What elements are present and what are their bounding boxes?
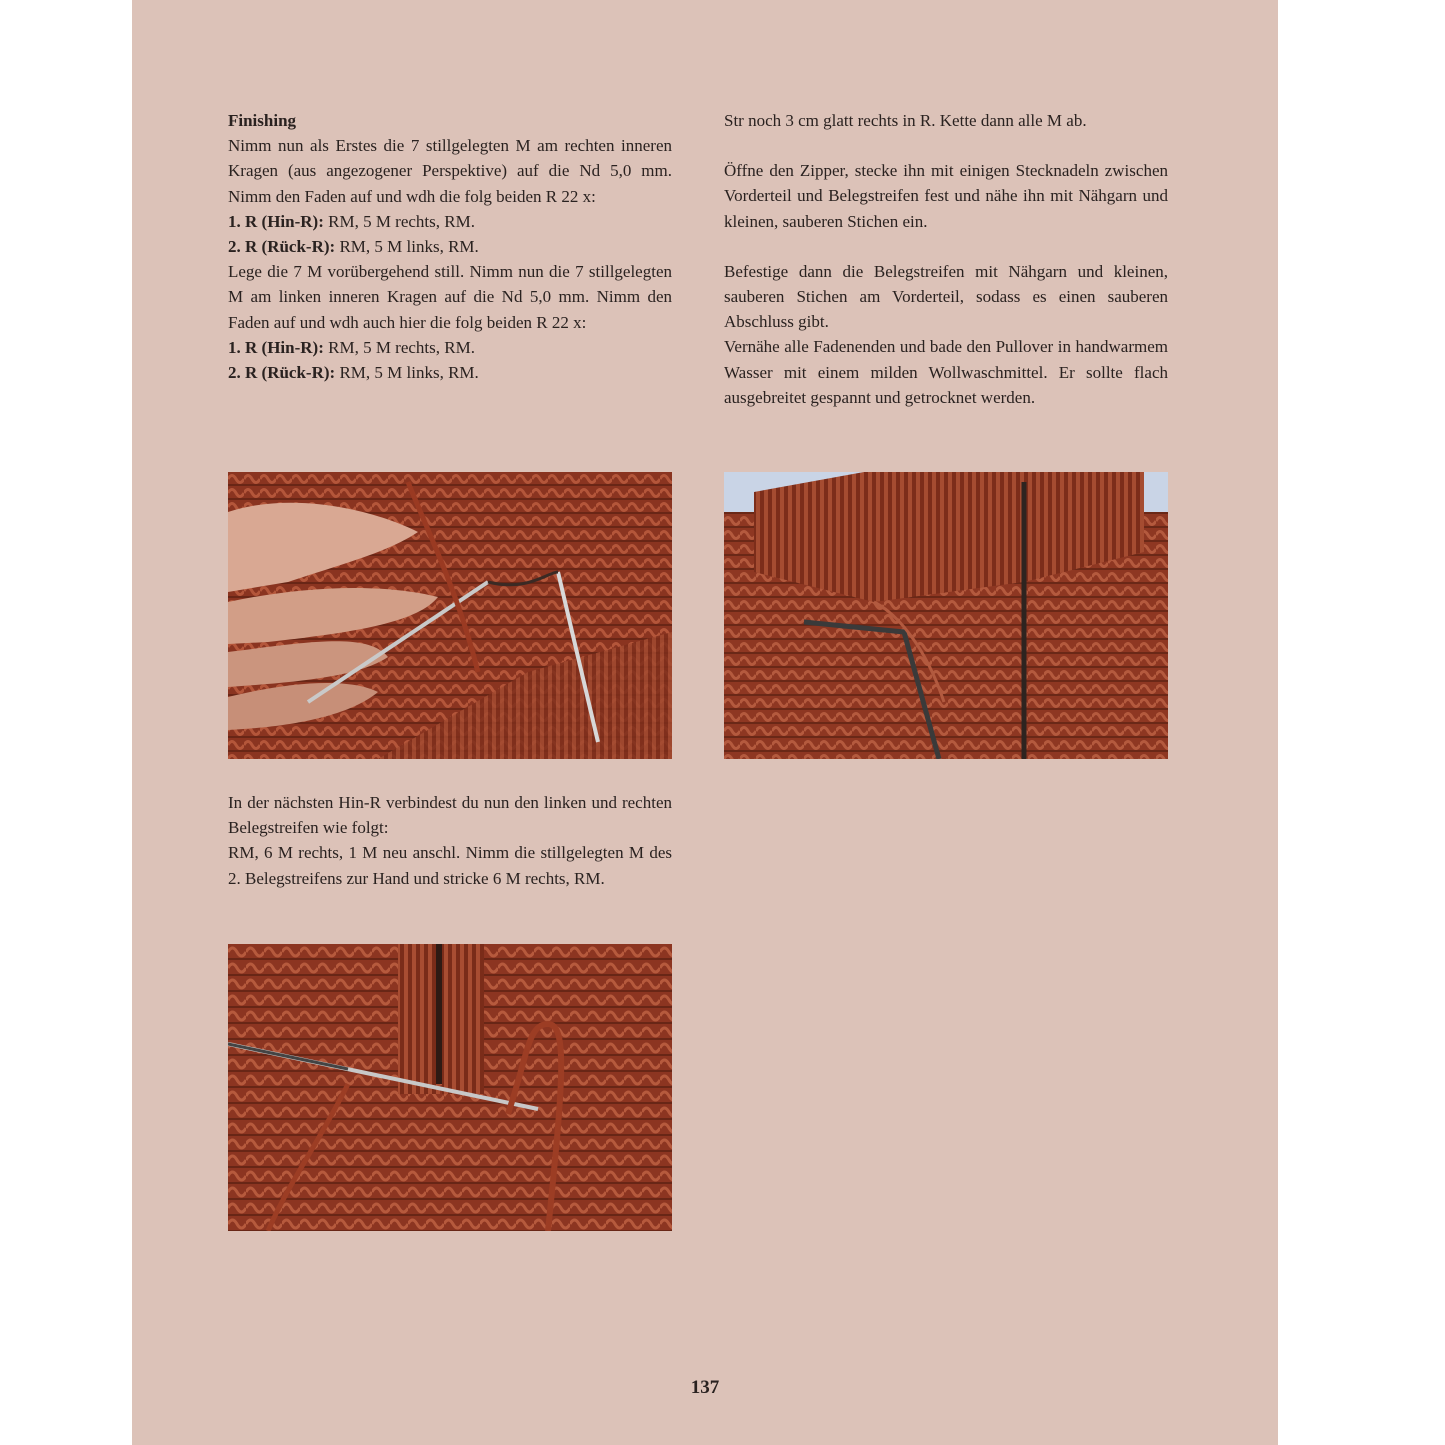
row-text: RM, 5 M rechts, RM. [323,211,475,231]
left-text-column [228,108,672,385]
row-text: RM, 5 M links, RM. [335,237,479,257]
join-paragraph-2: RM, 6 M rechts, 1 M neu anschl. Nimm die stillgelegten M des 2. Belegstreifens zur Hand und stricke 6 M rechts, RM. [228,843,672,888]
row-label: 1. R (Hin-R): [228,337,324,357]
row-label: 2. R (Rück-R): [228,237,336,257]
right-paragraph-4: Vernähe alle Fadenenden und bade den Pullover in handwarmem Wasser mit einem milden Wollwaschmittel. Er sollte flach ausgebreitet gespannt und getrocknet werden. [724,337,1168,407]
middle-paragraph: Lege die 7 M vorübergehend still. Nimm nun die 7 stillgelegten M am linken inneren Kragen auf die Nd 5,0 mm. Nimm den Faden auf und wdh auch hier die folg beiden R 22 x: [228,262,672,332]
spacer [724,234,1168,259]
join-text-block [228,790,672,891]
page-number: 137 [690,1377,720,1398]
instruction-row-2b [228,360,672,385]
row-text: RM, 5 M rechts, RM. [323,337,475,357]
row-label: 2. R (Rück-R): [228,363,336,383]
right-paragraph-3: Befestige dann die Belegstreifen mit Nähgarn und kleinen, sauberen Stichen am Vorderteil, sodass es einen sauberen Abschluss gibt. [724,261,1168,332]
right-paragraph-1: Str noch 3 cm glatt rechts in R. Kette dann alle M ab. [724,111,1087,130]
intro-paragraph: Nimm nun als Erstes die 7 stillgelegten M am rechten inneren Kragen (aus angezogener Perspektive) auf die Nd 5,0 mm. Nimm den Faden auf und wdh die folg beiden R 22 x: [228,136,672,206]
book-page [132,0,1278,1445]
join-paragraph-1: In der nächsten Hin-R verbindest du nun den linken und rechten Belegstreifen wie folgt: [228,793,672,838]
section-heading: Finishing [228,111,297,130]
right-paragraph-2: Öffne den Zipper, stecke ihn mit einigen Stecknadeln zwischen Vorderteil und Belegstreifen fest und nähe ihn mit Nähgarn und kleinen, sauberen Stichen ein. [724,161,1168,231]
row-label: 1. R (Hin-R): [228,211,324,231]
photo-zipper-sewn [724,472,1168,759]
spacer [724,133,1168,158]
photo-joining-bands [228,944,672,1231]
row-text: RM, 5 M links, RM. [335,363,479,383]
instruction-row-1 [228,209,672,234]
right-text-column [724,108,1168,410]
photo-knitting-collar [228,472,672,759]
instruction-row-2 [228,234,672,259]
instruction-row-1b [228,335,672,360]
